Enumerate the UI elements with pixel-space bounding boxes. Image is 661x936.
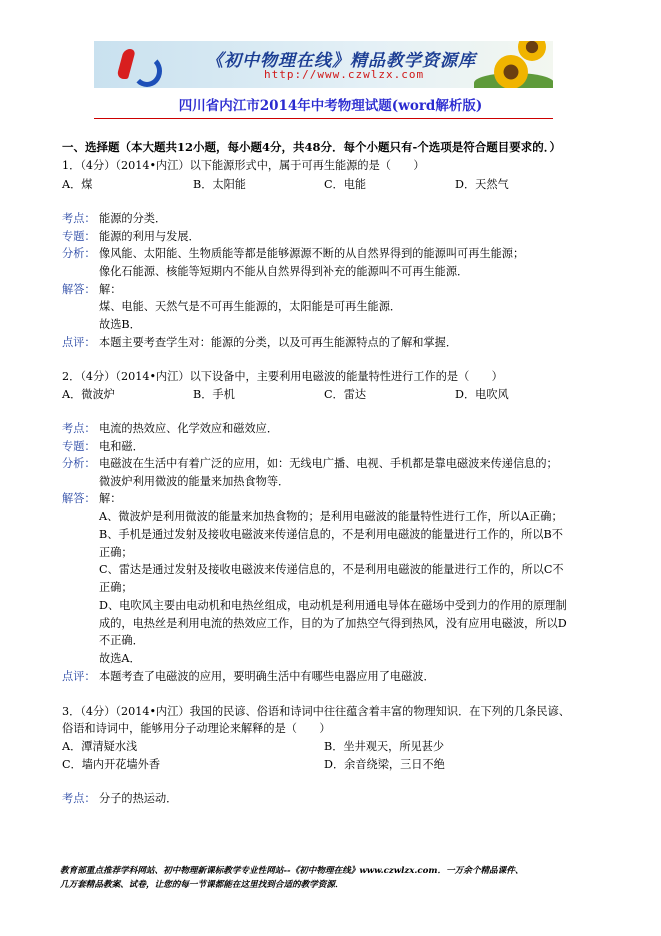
label-dianping: 点评： [62, 336, 96, 349]
q1-jieda-line: 煤、电能、天然气是不可再生能源的，太阳能是可再生能源． [99, 300, 402, 313]
q2-zhuanti: 电和磁． [99, 440, 144, 453]
q3-option-c: C．墙内开花墙外香 [62, 758, 161, 771]
document-title: 四川省内江市2014年中考物理试题(word解析版) [178, 98, 483, 114]
question-3-stem: 3．（4分）（2014•内江）我国的民谚、俗语和诗词中往往蕴含着丰富的物理知识．在下列的几条民谚、 [62, 705, 570, 718]
footer-line: 教育部重点推荐学科网站、初中物理新课标教学专业性网站--《初中物理在线》www.czwlzx.com．一万余个精品课件、 [60, 866, 524, 876]
q1-fenxi-line: 像化石能源、核能等短期内不能从自然界得到补充的能源叫不可再生能源． [99, 265, 469, 278]
label-zhuanti: 专题： [62, 230, 96, 243]
sunflower-icon [518, 41, 546, 61]
q1-option-d: D．天然气 [455, 178, 509, 191]
q2-jieda-line: 解： [99, 492, 122, 505]
q3-option-b: B．坐井观天，所见甚少 [324, 740, 445, 753]
label-jieda: 解答： [62, 492, 96, 505]
question-3-stem: 俗语和诗词中，能够用分子动理论来解释的是（ ） [62, 722, 331, 735]
label-zhuanti: 专题： [62, 440, 96, 453]
site-logo [114, 47, 158, 85]
banner-title: 《初中物理在线》精品教学资源库 [206, 51, 476, 71]
q2-jieda-line: 故选A． [99, 652, 141, 665]
label-kaodian: 考点： [62, 212, 96, 225]
q1-kaodian: 能源的分类． [99, 212, 167, 225]
q2-jieda-line: B、手机是通过发射及接收电磁波来传递信息的，不是利用电磁波的能量进行工作的，所以B不 [99, 528, 563, 541]
q2-jieda-line: 不正确． [99, 634, 144, 647]
q2-jieda-line: D、电吹风主要由电动机和电热丝组成，电动机是利用通电导体在磁场中受到力的作用的原理制 [99, 599, 567, 612]
q2-option-a: A．微波炉 [62, 388, 115, 401]
q1-option-a: A．煤 [62, 178, 93, 191]
label-kaodian: 考点： [62, 792, 96, 805]
q1-option-c: C．电能 [324, 178, 367, 191]
q1-option-b: B．太阳能 [193, 178, 246, 191]
q1-fenxi-line: 像风能、太阳能、生物质能等都是能够源源不断的从自然界得到的能源叫可再生能源； [99, 247, 525, 260]
q2-fenxi-line: 电磁波在生活中有着广泛的应用，如：无线电广播、电视、手机都是靠电磁波来传递信息的； [99, 457, 558, 470]
title-divider [94, 118, 553, 119]
q1-zhuanti: 能源的利用与发展． [99, 230, 200, 243]
banner-url[interactable]: http://www.czwlzx.com [264, 68, 425, 81]
q2-option-c: C．雷达 [324, 388, 367, 401]
q1-dianping: 本题主要考查学生对：能源的分类，以及可再生能源特点的了解和掌握． [99, 336, 458, 349]
q2-jieda-line: C、雷达是通过发射及接收电磁波来传递信息的，不是利用电磁波的能量进行工作的，所以C不 [99, 563, 564, 576]
q2-jieda-line: A、微波炉是利用微波的能量来加热食物的；是利用电磁波的能量特性进行工作，所以A正确； [99, 510, 563, 523]
question-2-stem: 2．（4分）（2014•内江）以下设备中，主要利用电磁波的能量特性进行工作的是（ ） [62, 370, 503, 383]
footer-line: 几万套精品教案、试卷，让您的每一节课都能在这里找到合适的教学资源． [60, 880, 344, 890]
q2-option-b: B．手机 [193, 388, 235, 401]
question-1-stem: 1．（4分）（2014•内江）以下能源形式中，属于可再生能源的是（ ） [62, 159, 425, 172]
q1-jieda-line: 故选B． [99, 318, 141, 331]
banner [94, 41, 553, 88]
sunflower-icon [494, 55, 528, 88]
q2-jieda-line: 正确； [99, 546, 133, 559]
q2-option-d: D．电吹风 [455, 388, 509, 401]
q2-fenxi-line: 微波炉利用微波的能量来加热食物等． [99, 475, 290, 488]
q2-kaodian: 电流的热效应、化学效应和磁效应． [99, 422, 279, 435]
q3-kaodian: 分子的热运动． [99, 792, 178, 805]
q2-jieda-line: 正确； [99, 581, 133, 594]
q3-option-d: D．余音绕梁，三日不绝 [324, 758, 445, 771]
q2-jieda-line: 成的，电热丝是利用电流的热效应工作，目的为了加热空气得到热风，没有应用电磁波，所以D [99, 617, 567, 630]
section-heading: 一、选择题（本大题共12小题，每小题4分，共48分．每个小题只有-个选项是符合题目要求的．） [62, 140, 562, 154]
label-dianping: 点评： [62, 670, 96, 683]
label-fenxi: 分析： [62, 457, 96, 470]
label-jieda: 解答： [62, 283, 96, 296]
label-kaodian: 考点： [62, 422, 96, 435]
q1-jieda-line: 解： [99, 283, 122, 296]
label-fenxi: 分析： [62, 247, 96, 260]
q3-option-a: A．潭清疑水浅 [62, 740, 138, 753]
q2-dianping: 本题考查了电磁波的应用，要明确生活中有哪些电器应用了电磁波． [99, 670, 435, 683]
